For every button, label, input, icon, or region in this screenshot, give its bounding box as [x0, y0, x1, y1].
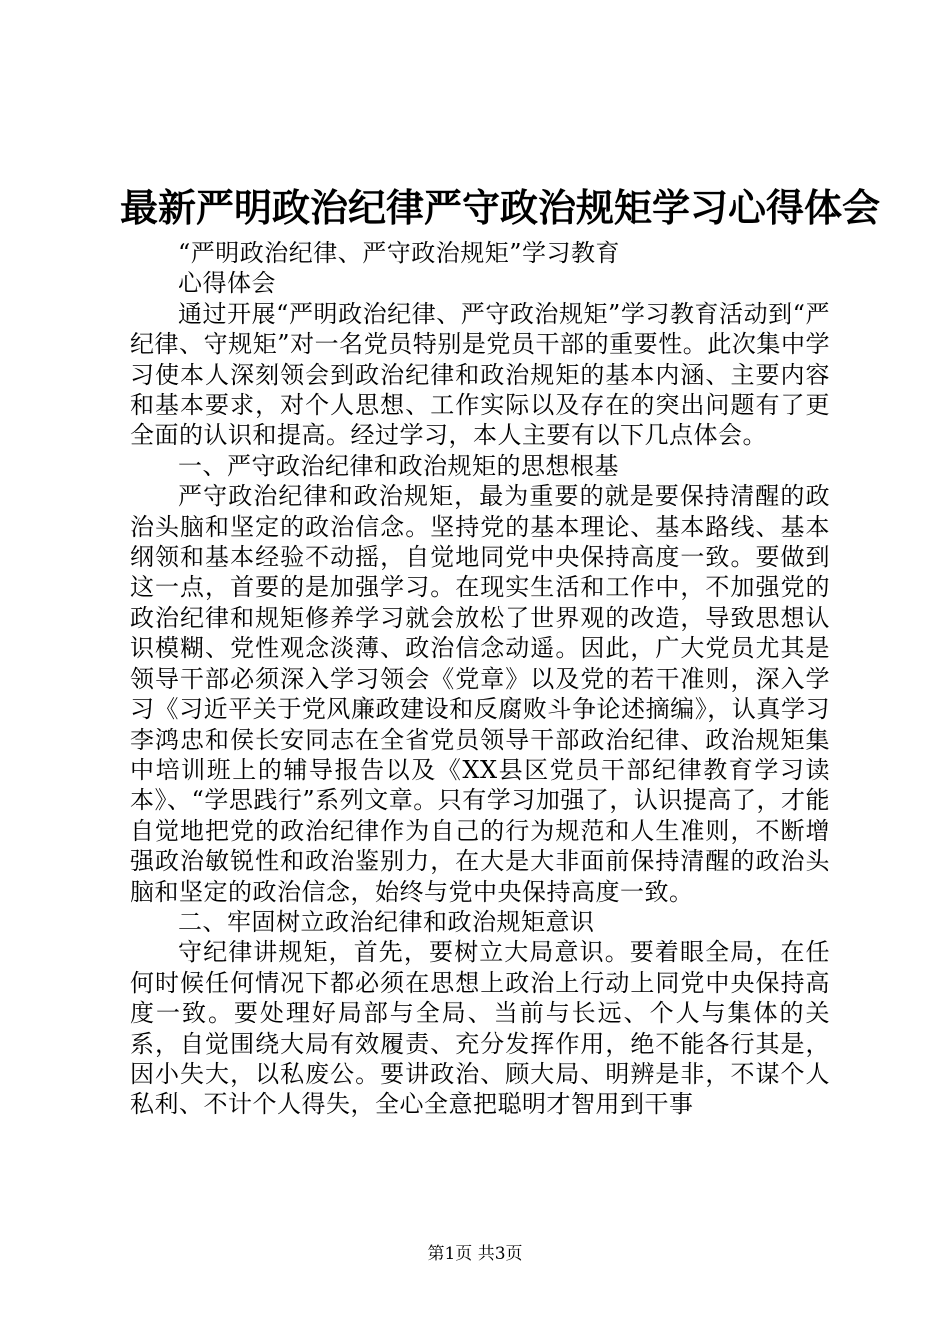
paragraph-section-1: 严守政治纪律和政治规矩，最为重要的就是要保持清醒的政治头脑和坚定的政治信念。坚持党的基本理论、基本路线、基本纲领和基本经验不动摇，自觉地同党中央保持高度一致。要做到这一点，首要的是加强学习。在现实生活和工作中，不加强党的政治纪律和规矩修养学习就会放松了世界观的改造，导致思想认识模糊、党性观念淡薄、政治信念动遥。因此，广大党员尤其是领导干部必须深入学习领会《党章》以及党的若干准则，深入学习《习近平关于党风廉政建设和反腐败斗争论述摘编》，认真学习李鸿忠和侯长安同志在全省党员领导干部政治纪律、政治规矩集中培训班上的辅导报告以及《XX县区党员干部纪律教育学习读本》、“学思践行”系列文章。只有学习加强了，认识提高了，才能自觉地把党的政治纪律作为自己的行为规范和人生准则，不断增强政治敏锐性和政治鉴别力，在大是大非面前保持清醒的政治头脑和坚定的政治信念，始终与党中央保持高度一致。 [130, 482, 830, 906]
paragraph-section-2: 守纪律讲规矩，首先，要树立大局意识。要着眼全局，在任何时候任何情况下都必须在思想上政治上行动上同党中央保持高度一致。要处理好局部与全局、当前与长远、个人与集体的关系，自觉围绕大局有效履责、充分发挥作用，绝不能各行其是，因小失大，以私废公。要讲政治、顾大局、明辨是非，不谋个人私利、不计个人得失，全心全意把聪明才智用到干事 [130, 938, 830, 1119]
paragraph-intro: 通过开展“严明政治纪律、严守政治规矩”学习教育活动到“严纪律、守规矩”对一名党员特别是党员干部的重要性。此次集中学习使本人深刻领会到政治纪律和政治规矩的基本内涵、主要内容和基本要求，对个人思想、工作实际以及存在的突出问题有了更全面的认识和提高。经过学习，本人主要有以下几点体会。 [130, 299, 830, 450]
subtitle-line-1: “严明政治纪律、严守政治规矩”学习教育 [178, 239, 621, 267]
subtitle-line-2: 心得体会 [178, 269, 276, 298]
section-heading-2: 二、牢固树立政治纪律和政治规矩意识 [178, 907, 595, 936]
page-footer: 第1页 共3页 [427, 1244, 523, 1264]
section-heading-1: 一、严守政治纪律和政治规矩的思想根基 [178, 451, 619, 480]
document-body [130, 238, 830, 1120]
document-title: 最新严明政治纪律严守政治规矩学习心得体会 [120, 185, 881, 230]
